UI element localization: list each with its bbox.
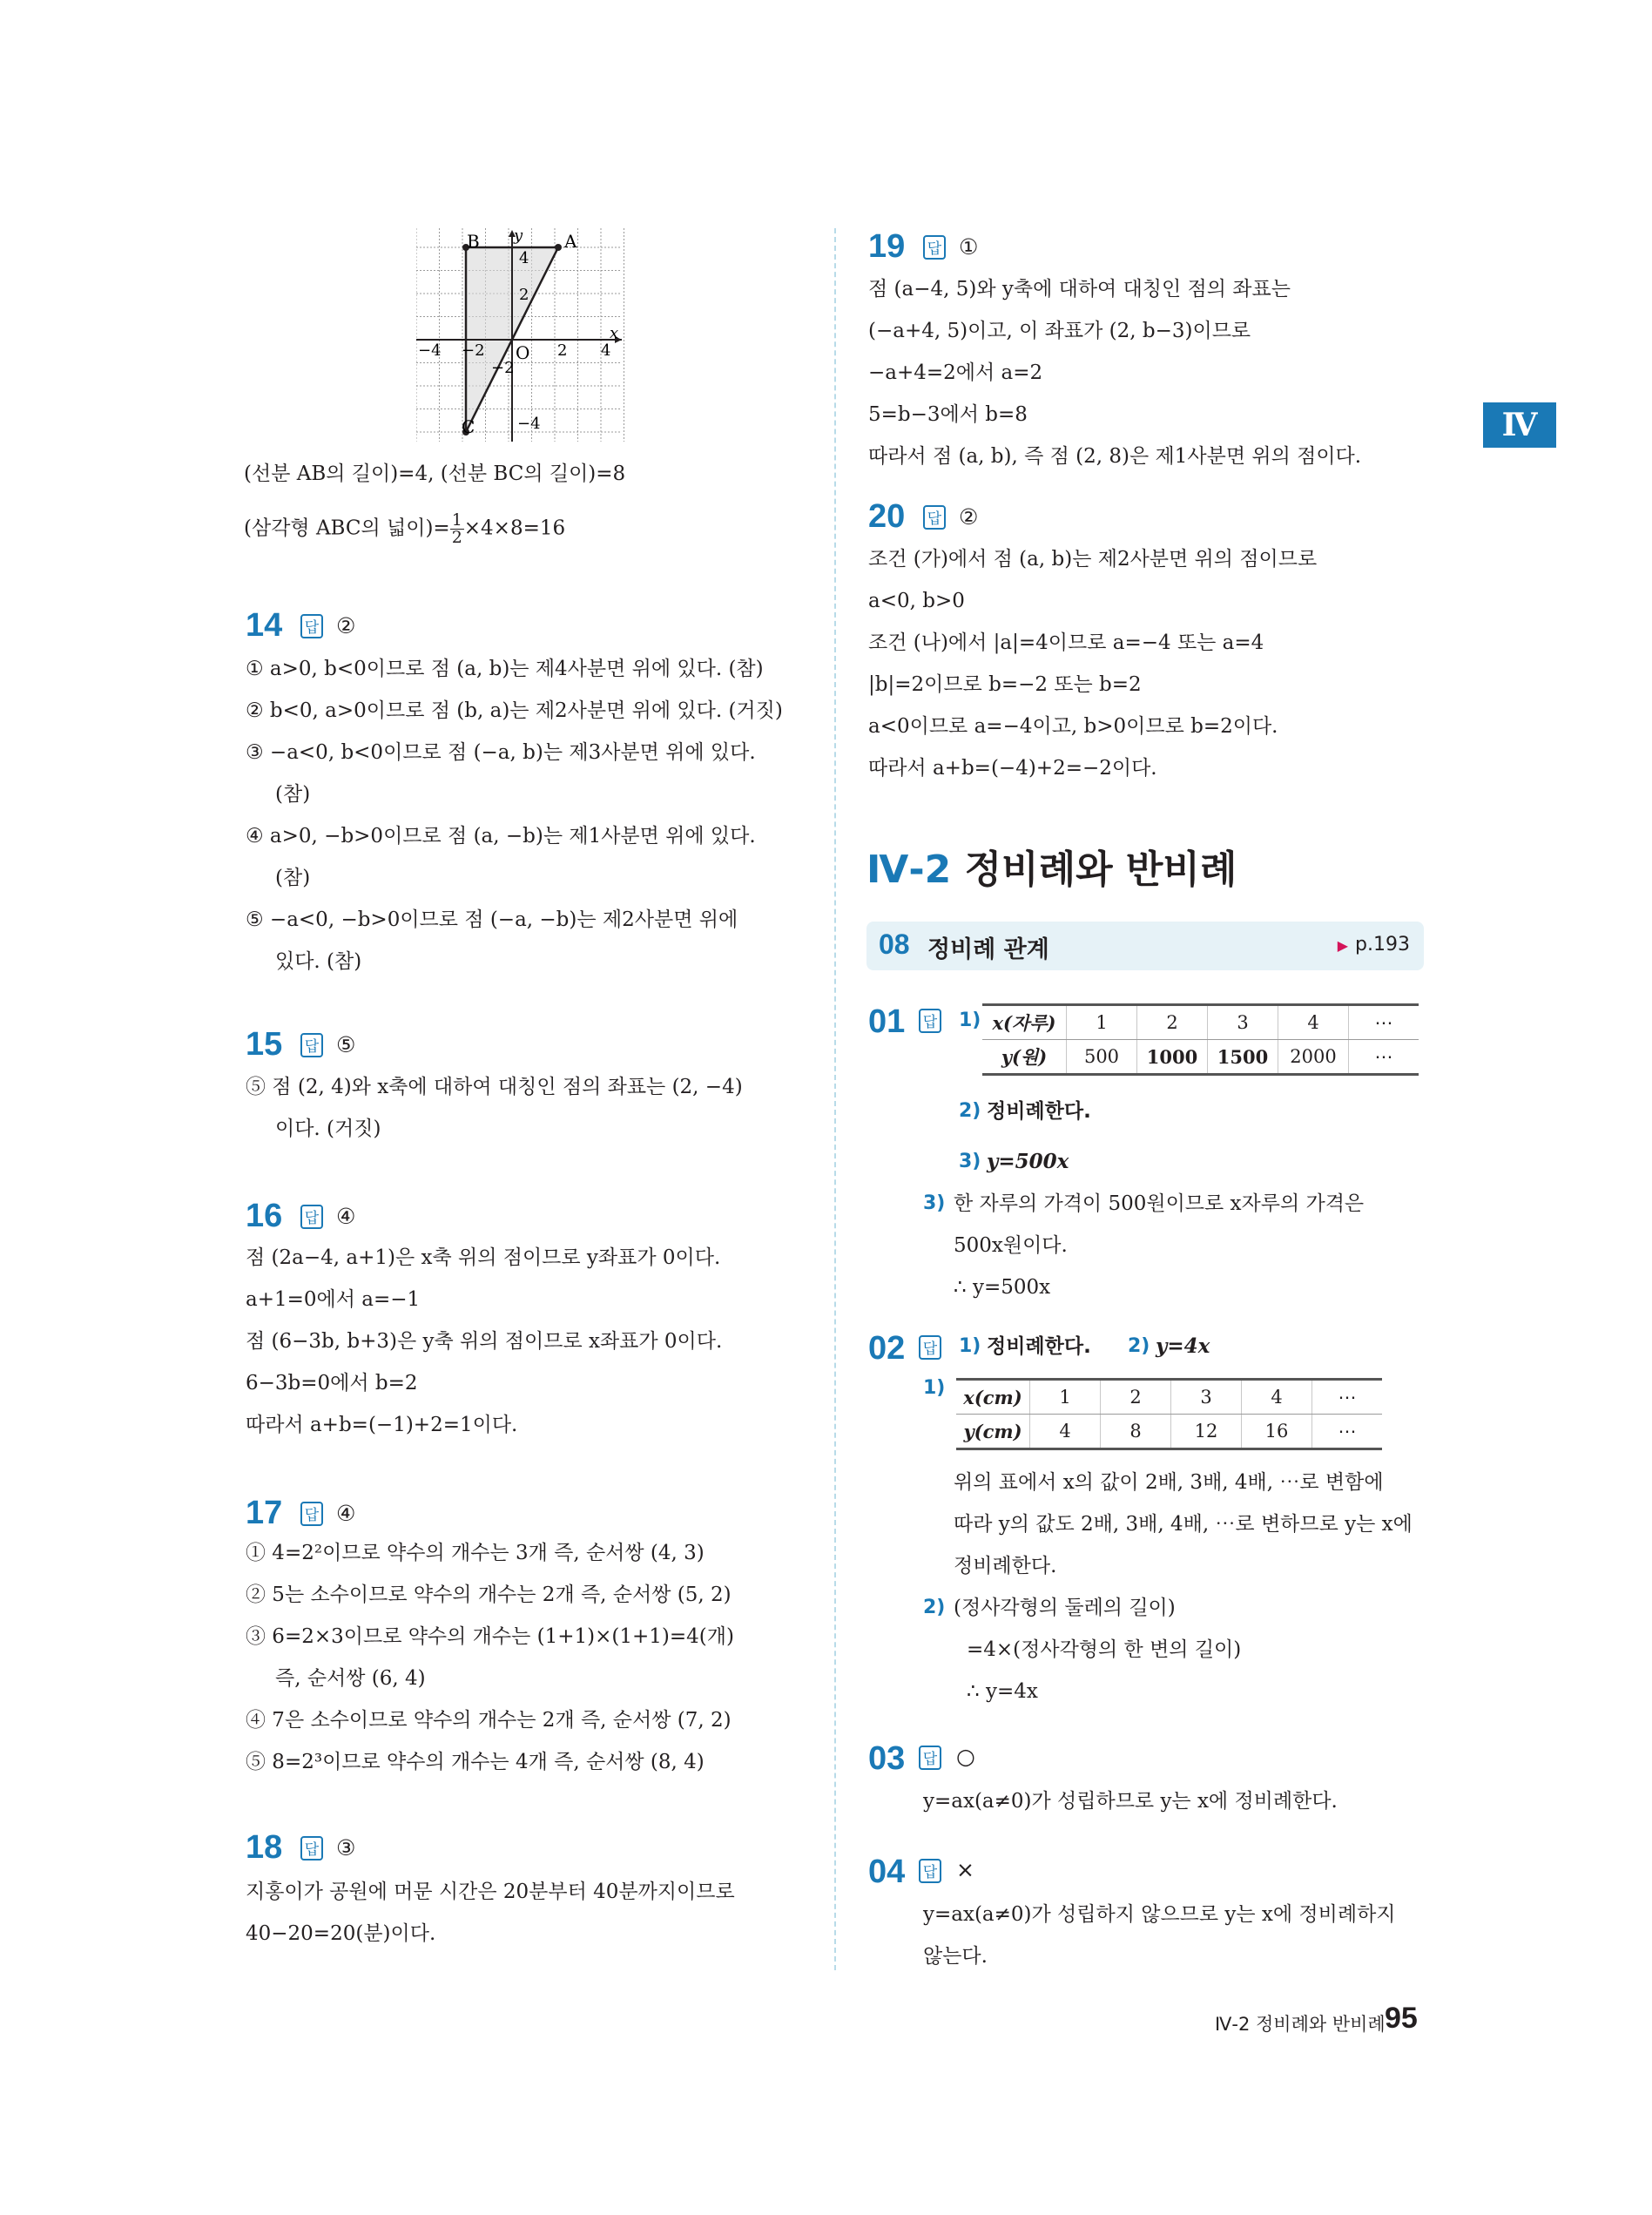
table-cell: 1500 bbox=[1208, 1040, 1278, 1075]
q20-line: a<0이므로 a=−4이고, b>0이므로 b=2이다. bbox=[868, 715, 1278, 738]
q15-line: ⑤ 점 (2, 4)와 x축에 대하여 대칭인 점의 좌표는 (2, −4) bbox=[246, 1076, 743, 1098]
sub-label: 3) bbox=[923, 1192, 946, 1214]
sub-label: 3) bbox=[959, 1151, 981, 1172]
q20-line: 조건 (가)에서 점 (a, b)는 제2사분면 위의 점이므로 bbox=[868, 548, 1318, 571]
sub-label: 2) bbox=[959, 1100, 981, 1122]
q20-line: a<0, b>0 bbox=[868, 590, 965, 612]
graph-area bbox=[244, 512, 565, 546]
page-number: 95 bbox=[1385, 2002, 1418, 2035]
q14-line: ③ −a<0, b<0이므로 점 (−a, b)는 제3사분면 위에 있다. bbox=[246, 741, 756, 764]
point-A bbox=[555, 244, 562, 251]
q14-line: 있다. (참) bbox=[275, 950, 362, 973]
q16-line: 점 (2a−4, a+1)은 x축 위의 점이므로 y좌표가 0이다. bbox=[246, 1246, 721, 1269]
question-14-answer: ② bbox=[336, 613, 356, 638]
section-name: 정비례와 반비례 bbox=[964, 848, 1237, 892]
q14-line: (참) bbox=[275, 867, 311, 889]
q19-line: 5=b−3에서 b=8 bbox=[868, 403, 1028, 426]
question-03-number: 03 bbox=[868, 1740, 906, 1777]
q01-explain: 한 자루의 가격이 500원이므로 x자루의 가격은 bbox=[954, 1192, 1365, 1215]
q17-line: ② 5는 소수이므로 약수의 개수는 2개 즉, 순서쌍 (5, 2) bbox=[246, 1584, 732, 1606]
q01-answer-3: y=500x bbox=[987, 1150, 1069, 1173]
q16-line: 6−3b=0에서 b=2 bbox=[246, 1372, 418, 1395]
table-cell: 1 bbox=[1030, 1380, 1101, 1415]
answer-badge: 답 bbox=[300, 1836, 323, 1860]
q01-explain: ∴ y=500x bbox=[954, 1276, 1051, 1299]
q14-line: (참) bbox=[275, 783, 311, 806]
question-17-answer: ④ bbox=[336, 1501, 356, 1526]
question-02-number: 02 bbox=[868, 1330, 906, 1367]
q19-line: −a+4=2에서 a=2 bbox=[868, 361, 1043, 384]
sub-label: 2) bbox=[1128, 1335, 1150, 1357]
table-row bbox=[982, 1040, 1419, 1075]
q16-line: 따라서 a+b=(−1)+2=1이다. bbox=[246, 1414, 518, 1436]
tick-x-neg2: −2 bbox=[462, 341, 485, 360]
label-C: C bbox=[462, 416, 475, 437]
q17-line: ① 4=2²이므로 약수의 개수는 3개 즉, 순서쌍 (4, 3) bbox=[246, 1542, 705, 1564]
table-cell: 4 bbox=[1030, 1415, 1101, 1449]
q02-explain: (정사각형의 둘레의 길이) bbox=[954, 1597, 1176, 1619]
tick-x-neg4: −4 bbox=[418, 341, 442, 360]
table-cell: 8 bbox=[1101, 1415, 1171, 1449]
sub-label: 1) bbox=[923, 1377, 946, 1399]
answer-badge: 답 bbox=[923, 235, 946, 260]
tick-y-4: 4 bbox=[519, 249, 529, 267]
value-table-square bbox=[956, 1378, 1382, 1450]
q02-answer-2: y=4x bbox=[1156, 1334, 1210, 1358]
topic-page-ref: ▶ p.193 bbox=[1337, 934, 1410, 956]
table-cell: 12 bbox=[1171, 1415, 1242, 1449]
q02-explain: 정비례한다. bbox=[954, 1555, 1057, 1577]
q14-line: ④ a>0, −b>0이므로 점 (a, −b)는 제1사분면 위에 있다. bbox=[246, 825, 756, 848]
section-title bbox=[866, 838, 1237, 894]
tick-y-neg4: −4 bbox=[517, 415, 541, 433]
question-19-number: 19 bbox=[868, 228, 906, 265]
section-dash: -2 bbox=[908, 848, 952, 892]
question-19-answer: ① bbox=[959, 234, 979, 260]
label-y: y bbox=[514, 228, 523, 245]
answer-badge: 답 bbox=[300, 1502, 323, 1526]
label-x: x bbox=[610, 324, 619, 342]
answer-badge: 답 bbox=[923, 505, 946, 530]
column-divider bbox=[834, 228, 836, 1970]
answer-badge: 답 bbox=[919, 1859, 941, 1883]
question-16-answer: ④ bbox=[336, 1204, 356, 1229]
table-cell: x(cm) bbox=[956, 1380, 1030, 1415]
section-roman: Ⅳ bbox=[866, 848, 909, 892]
q17-line: 즉, 순서쌍 (6, 4) bbox=[275, 1667, 426, 1690]
footer-section: Ⅳ-2 정비례와 반비례 bbox=[1215, 2014, 1386, 2035]
q02-explain: 위의 표에서 x의 값이 2배, 3배, 4배, ⋯로 변함에 bbox=[954, 1471, 1384, 1494]
q19-line: (−a+4, 5)이고, 이 좌표가 (2, b−3)이므로 bbox=[868, 320, 1251, 342]
triangle-right-icon: ▶ bbox=[1337, 937, 1349, 954]
coordinate-graph bbox=[416, 228, 625, 442]
question-04-answer: × bbox=[956, 1857, 974, 1882]
answer-badge: 답 bbox=[300, 1033, 323, 1057]
q14-line: ⑤ −a<0, −b>0이므로 점 (−a, −b)는 제2사분면 위에 bbox=[246, 908, 738, 931]
question-20-number: 20 bbox=[868, 498, 906, 535]
question-15-answer: ⑤ bbox=[336, 1032, 356, 1057]
question-18-number: 18 bbox=[246, 1829, 283, 1866]
q16-line: 점 (6−3b, b+3)은 y축 위의 점이므로 x좌표가 0이다. bbox=[246, 1330, 723, 1353]
table-cell: 2 bbox=[1101, 1380, 1171, 1415]
table-cell: 16 bbox=[1242, 1415, 1312, 1449]
sub-label: 2) bbox=[923, 1597, 946, 1618]
table-cell: 1000 bbox=[1137, 1040, 1208, 1075]
table-cell: 2000 bbox=[1278, 1040, 1349, 1075]
value-table-pencils bbox=[982, 1003, 1419, 1076]
table-cell: 500 bbox=[1067, 1040, 1137, 1075]
answer-badge: 답 bbox=[919, 1009, 941, 1033]
q17-line: ④ 7은 소수이므로 약수의 개수는 2개 즉, 순서쌍 (7, 2) bbox=[246, 1709, 732, 1732]
table-cell: 3 bbox=[1208, 1005, 1278, 1040]
q20-line: 따라서 a+b=(−4)+2=−2이다. bbox=[868, 757, 1157, 780]
graph-lengths: (선분 AB의 길이)=4, (선분 BC의 길이)=8 bbox=[244, 463, 626, 485]
table-cell: x(자루) bbox=[982, 1005, 1067, 1040]
answer-badge: 답 bbox=[300, 614, 323, 638]
q04-line: y=ax(a≠0)가 성립하지 않으므로 y는 x에 정비례하지 bbox=[923, 1903, 1396, 1926]
q01-explain: 500x원이다. bbox=[954, 1234, 1068, 1257]
question-01-number: 01 bbox=[868, 1003, 906, 1040]
label-A: A bbox=[564, 231, 577, 252]
q19-line: 따라서 점 (a, b), 즉 점 (2, 8)은 제1사분면 위의 점이다. bbox=[868, 445, 1362, 468]
table-cell: 3 bbox=[1171, 1380, 1242, 1415]
label-O: O bbox=[516, 342, 530, 363]
q01-answer-2: 정비례한다. bbox=[987, 1100, 1091, 1123]
q02-answer-1: 정비례한다. bbox=[987, 1335, 1091, 1358]
question-15-number: 15 bbox=[246, 1026, 283, 1063]
sub-label: 1) bbox=[959, 1010, 981, 1031]
table-row bbox=[982, 1005, 1419, 1040]
q04-line: 않는다. bbox=[923, 1945, 988, 1968]
chapter-tab: Ⅳ bbox=[1483, 402, 1556, 448]
question-18-answer: ③ bbox=[336, 1835, 356, 1860]
table-cell: ⋯ bbox=[1312, 1380, 1383, 1415]
sub-label: 1) bbox=[959, 1335, 981, 1357]
topic-title: 정비례 관계 bbox=[927, 936, 1049, 963]
q19-line: 점 (a−4, 5)와 y축에 대하여 대칭인 점의 좌표는 bbox=[868, 278, 1291, 301]
q03-line: y=ax(a≠0)가 성립하므로 y는 x에 정비례한다. bbox=[923, 1790, 1338, 1813]
tick-y-2: 2 bbox=[519, 286, 529, 304]
tick-x-2: 2 bbox=[557, 341, 568, 360]
q15-line: 이다. (거짓) bbox=[275, 1118, 381, 1140]
table-cell: 1 bbox=[1067, 1005, 1137, 1040]
q17-line: ⑤ 8=2³이므로 약수의 개수는 4개 즉, 순서쌍 (8, 4) bbox=[246, 1751, 705, 1773]
answer-badge: 답 bbox=[300, 1205, 323, 1229]
question-14-number: 14 bbox=[246, 607, 283, 644]
answer-badge: 답 bbox=[919, 1746, 941, 1770]
area-suffix: ×4×8=16 bbox=[463, 517, 566, 540]
q18-line: 40−20=20(분)이다. bbox=[246, 1922, 436, 1945]
tick-x-4: 4 bbox=[601, 341, 611, 360]
question-03-answer: ○ bbox=[956, 1744, 975, 1769]
question-20-answer: ② bbox=[959, 504, 979, 530]
area-prefix: (삼각형 ABC의 넓이)= bbox=[244, 517, 450, 540]
answer-badge: 답 bbox=[919, 1335, 941, 1360]
question-17-number: 17 bbox=[246, 1495, 283, 1531]
q20-line: |b|=2이므로 b=−2 또는 b=2 bbox=[868, 673, 1142, 696]
q02-explain: =4×(정사각형의 한 변의 길이) bbox=[967, 1638, 1242, 1661]
table-cell: ⋯ bbox=[1349, 1005, 1419, 1040]
question-16-number: 16 bbox=[246, 1198, 283, 1234]
q02-explain: ∴ y=4x bbox=[967, 1680, 1038, 1703]
table-cell: y(cm) bbox=[956, 1415, 1030, 1449]
table-row bbox=[956, 1380, 1382, 1415]
table-cell: 2 bbox=[1137, 1005, 1208, 1040]
q02-explain: 따라 y의 값도 2배, 3배, 4배, ⋯로 변하므로 y는 x에 bbox=[954, 1513, 1413, 1536]
table-cell: ⋯ bbox=[1312, 1415, 1383, 1449]
table-row bbox=[956, 1415, 1382, 1449]
table-cell: ⋯ bbox=[1349, 1040, 1419, 1075]
topic-number: 08 bbox=[879, 929, 910, 960]
label-B: B bbox=[467, 231, 480, 252]
question-04-number: 04 bbox=[868, 1854, 906, 1890]
table-cell: 4 bbox=[1278, 1005, 1349, 1040]
table-cell: 4 bbox=[1242, 1380, 1312, 1415]
q17-line: ③ 6=2×3이므로 약수의 개수는 (1+1)×(1+1)=4(개) bbox=[246, 1625, 734, 1648]
q14-line: ② b<0, a>0이므로 점 (b, a)는 제2사분면 위에 있다. (거짓) bbox=[246, 699, 783, 722]
tick-y-neg2: −2 bbox=[491, 359, 515, 377]
q18-line: 지홍이가 공원에 머문 시간은 20분부터 40분까지이므로 bbox=[246, 1881, 735, 1903]
q14-line: ① a>0, b<0이므로 점 (a, b)는 제4사분면 위에 있다. (참) bbox=[246, 658, 764, 680]
table-cell: y(원) bbox=[982, 1040, 1067, 1075]
q16-line: a+1=0에서 a=−1 bbox=[246, 1288, 421, 1311]
fraction-half: $\frac{1}{2}$ bbox=[451, 510, 462, 547]
topic-band bbox=[866, 922, 1424, 970]
q20-line: 조건 (나)에서 |a|=4이므로 a=−4 또는 a=4 bbox=[868, 631, 1264, 654]
